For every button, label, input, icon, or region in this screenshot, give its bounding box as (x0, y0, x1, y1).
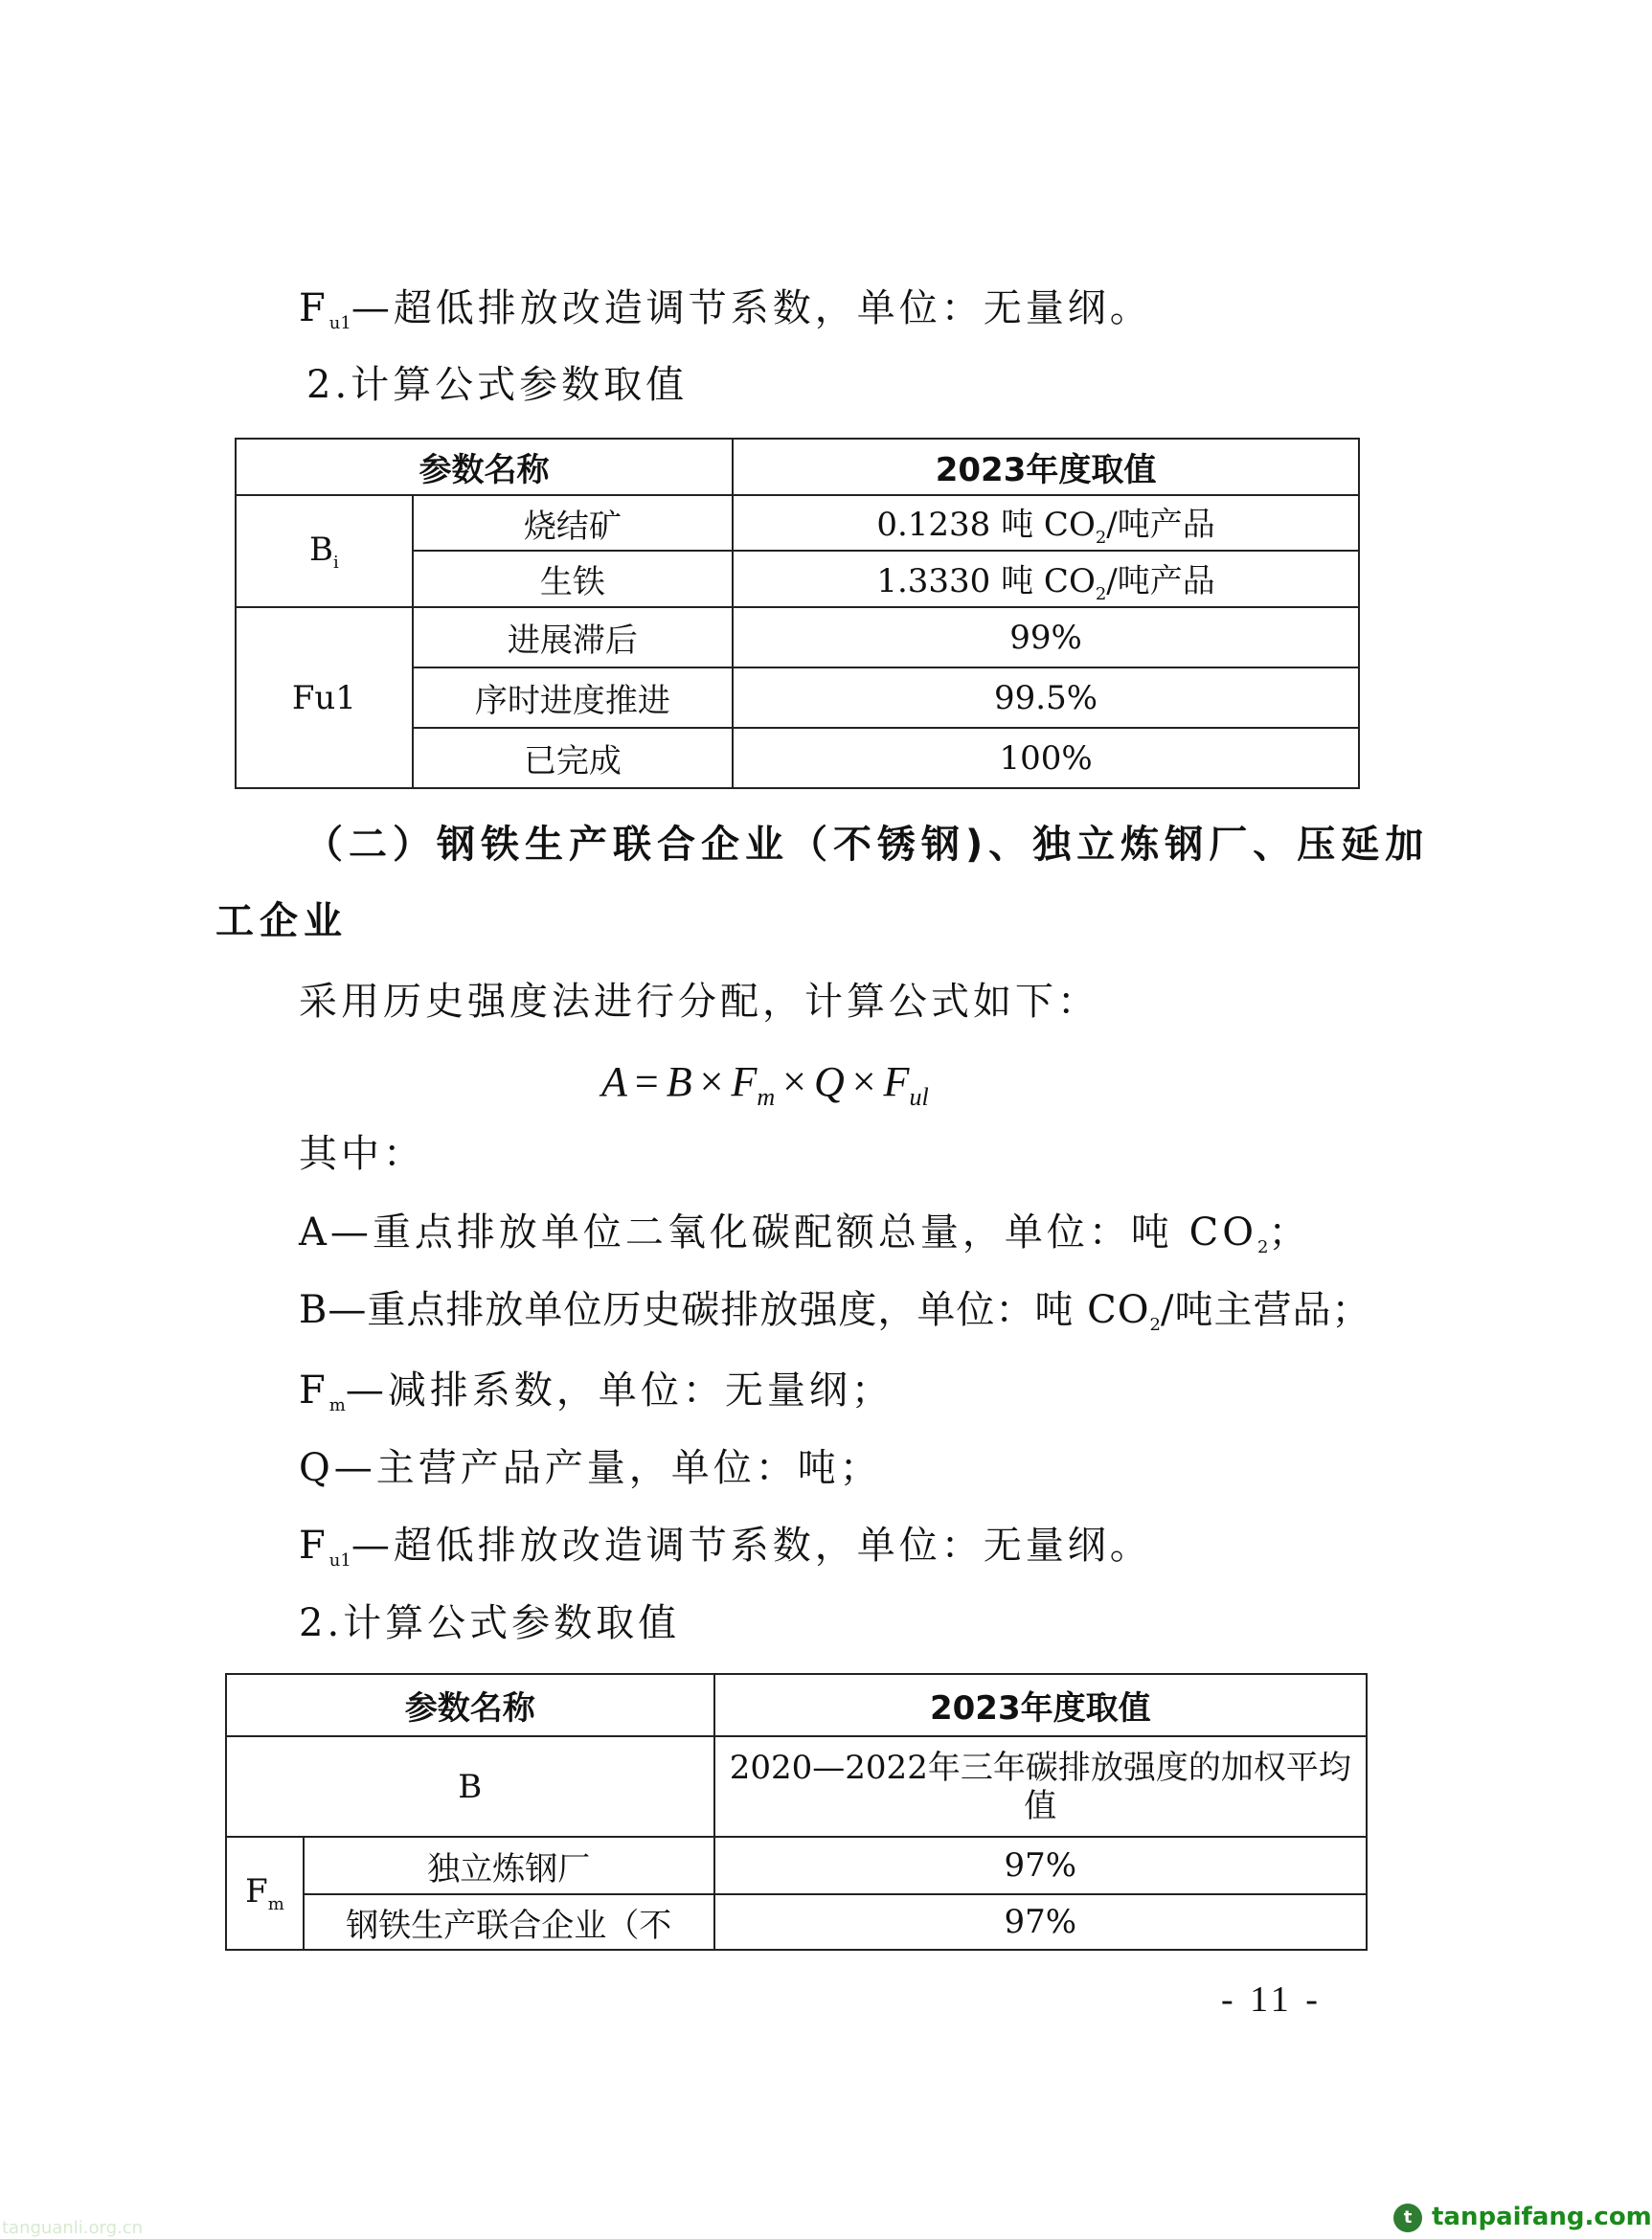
t2-row-value: 97% (714, 1894, 1367, 1950)
t1-row-label: 烧结矿 (413, 495, 733, 551)
t1-row-value: 99% (733, 607, 1359, 667)
t2-group-fm: $F_m$ (226, 1837, 304, 1950)
def-q: Q—主营产品产量，单位：吨； (299, 1446, 882, 1490)
times-3: × (851, 1058, 876, 1105)
section-heading-line1: （二）钢铁生产联合企业（不锈钢)、独立炼钢厂、压延加 (305, 823, 1430, 867)
def-fu1: $F_{u1}—$超低排放改造调节系数，单位：无量纲。 (299, 1524, 1152, 1571)
t1-header-value: 2023年度取值 (733, 439, 1359, 495)
intro-text: 采用历史强度法进行分配，计算公式如下： (299, 980, 1099, 1024)
t1-row-value: 1.3330 吨 $CO_2/$吨产品 (733, 551, 1359, 607)
def-fm: $F_m—$减排系数，单位：无量纲； (299, 1368, 894, 1415)
params-table-2 (225, 1673, 1368, 1951)
t1-row-value: 0.1238 吨 $CO_2/$吨产品 (733, 495, 1359, 551)
t2-row-label: 独立炼钢厂 (304, 1837, 714, 1894)
t2-row-label: 钢铁生产联合企业（不 (304, 1894, 714, 1950)
watermark-tanguanli: tanguanli.org.cn (2, 2218, 144, 2238)
page-number: - 11 - (1221, 1979, 1322, 2020)
fu1-subscript: u1 (328, 313, 351, 333)
t1-group-bi: $B_i$ (236, 495, 413, 607)
fu1-definition-top (299, 285, 1152, 347)
def-b: B—重点排放单位历史碳排放强度，单位：吨 $CO_2/$吨主营品； (299, 1288, 1371, 1335)
calc-params-heading-1: 2.计算公式参数取值 (306, 363, 689, 407)
allocation-formula: $A = B \times F_m \times Q \times F_{ul}$ (601, 1058, 929, 1111)
fu1-symbol: F (299, 286, 329, 330)
times-2: × (782, 1058, 806, 1105)
t1-row-label: 序时进度推进 (413, 667, 733, 728)
params-table-1 (235, 438, 1360, 789)
t1-group-fu1: Fu1 (236, 607, 413, 788)
t1-row-value: 100% (733, 728, 1359, 788)
t1-row-value: 99.5% (733, 667, 1359, 728)
t2-row-value: 97% (714, 1837, 1367, 1894)
def-a: A—重点排放单位二氧化碳配额总量，单位：吨 $CO_2$； (299, 1210, 1311, 1257)
tanpaifang-logo-icon: t (1393, 2204, 1422, 2232)
section-heading-line2: 工企业 (215, 899, 348, 943)
where-label: 其中： (299, 1132, 425, 1176)
t2-header-name: 参数名称 (226, 1674, 714, 1736)
t2-header-value: 2023年度取值 (714, 1674, 1367, 1736)
t1-row-label: 进展滞后 (413, 607, 733, 667)
t1-row-label: 已完成 (413, 728, 733, 788)
t2-b-name: B (226, 1736, 714, 1837)
watermark-tanpaifang: t tanpaifang.com (1393, 2203, 1652, 2232)
fu1-definition-text: —超低排放改造调节系数，单位：无量纲。 (351, 286, 1152, 330)
t1-header-name: 参数名称 (236, 439, 733, 495)
t2-b-value: 2020—2022年三年碳排放强度的加权平均值 (714, 1736, 1367, 1837)
t1-row-label: 生铁 (413, 551, 733, 607)
calc-params-heading-2: 2.计算公式参数取值 (299, 1601, 681, 1645)
